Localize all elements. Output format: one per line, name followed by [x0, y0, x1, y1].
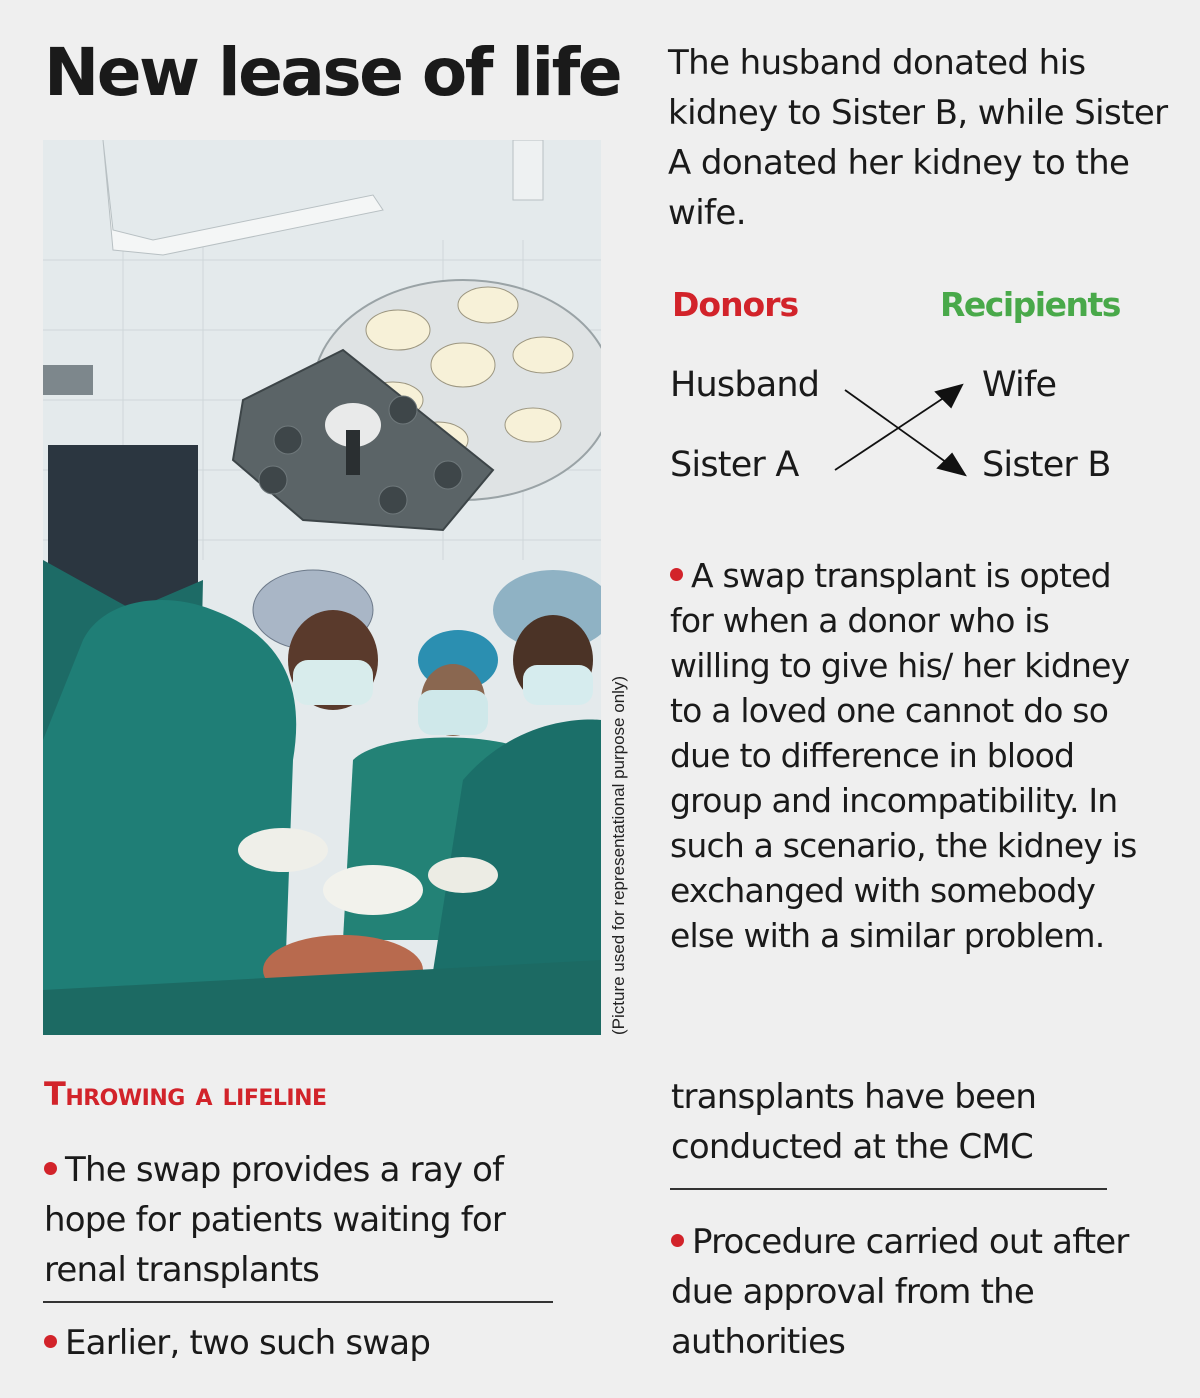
bullet-dot-icon — [44, 1335, 57, 1348]
recipient-sister-b: Sister B — [982, 445, 1111, 485]
arrowhead-sister-b-icon — [938, 454, 965, 475]
bullet-ray-of-hope — [44, 1145, 564, 1295]
swap-definition-text: A swap transplant is opted for when a donor who is willing to give his/ her kidney to a loved one cannot do so due to difference in blood group and incompatibility. In such a scenario, the kidney is exchanged with somebody else with a similar problem. — [670, 556, 1137, 955]
bullet-dot-icon — [671, 1234, 684, 1247]
bullet-earlier-text: Earlier, two such swap — [65, 1323, 431, 1363]
donor-sister-a: Sister A — [670, 445, 799, 485]
donor-husband: Husband — [670, 365, 820, 405]
bullet-dot-icon — [44, 1162, 57, 1175]
donors-heading: Donors — [672, 285, 799, 324]
bullet-dot-icon — [670, 568, 683, 581]
divider-right — [670, 1188, 1107, 1190]
bullet-earlier-continued: transplants have been conducted at the CMC — [671, 1077, 1037, 1167]
surgery-photo — [43, 140, 601, 1035]
swap-definition — [670, 553, 1140, 958]
bullet-procedure-text: Procedure carried out after due approval from the authorities — [671, 1222, 1129, 1362]
bullet-procedure — [671, 1217, 1151, 1367]
bullet-ray-of-hope-text: The swap provides a ray of hope for patients waiting for renal transplants — [44, 1150, 506, 1290]
swap-arrows — [830, 380, 975, 480]
bullet-earlier — [44, 1318, 584, 1368]
recipients-heading: Recipients — [940, 285, 1120, 324]
intro-text: The husband donated his kidney to Sister B, while Sister A donated her kidney to the wife. — [668, 43, 1168, 233]
arrow-sister-a-to-wife — [835, 395, 948, 470]
divider-left — [43, 1301, 553, 1303]
section-heading: Throwing a lifeline — [44, 1075, 327, 1113]
headline: New lease of life — [44, 34, 621, 111]
recipient-wife: Wife — [982, 365, 1057, 405]
photo-caption: (Picture used for representational purpose only) — [609, 675, 628, 1035]
arrowhead-wife-icon — [936, 385, 962, 407]
